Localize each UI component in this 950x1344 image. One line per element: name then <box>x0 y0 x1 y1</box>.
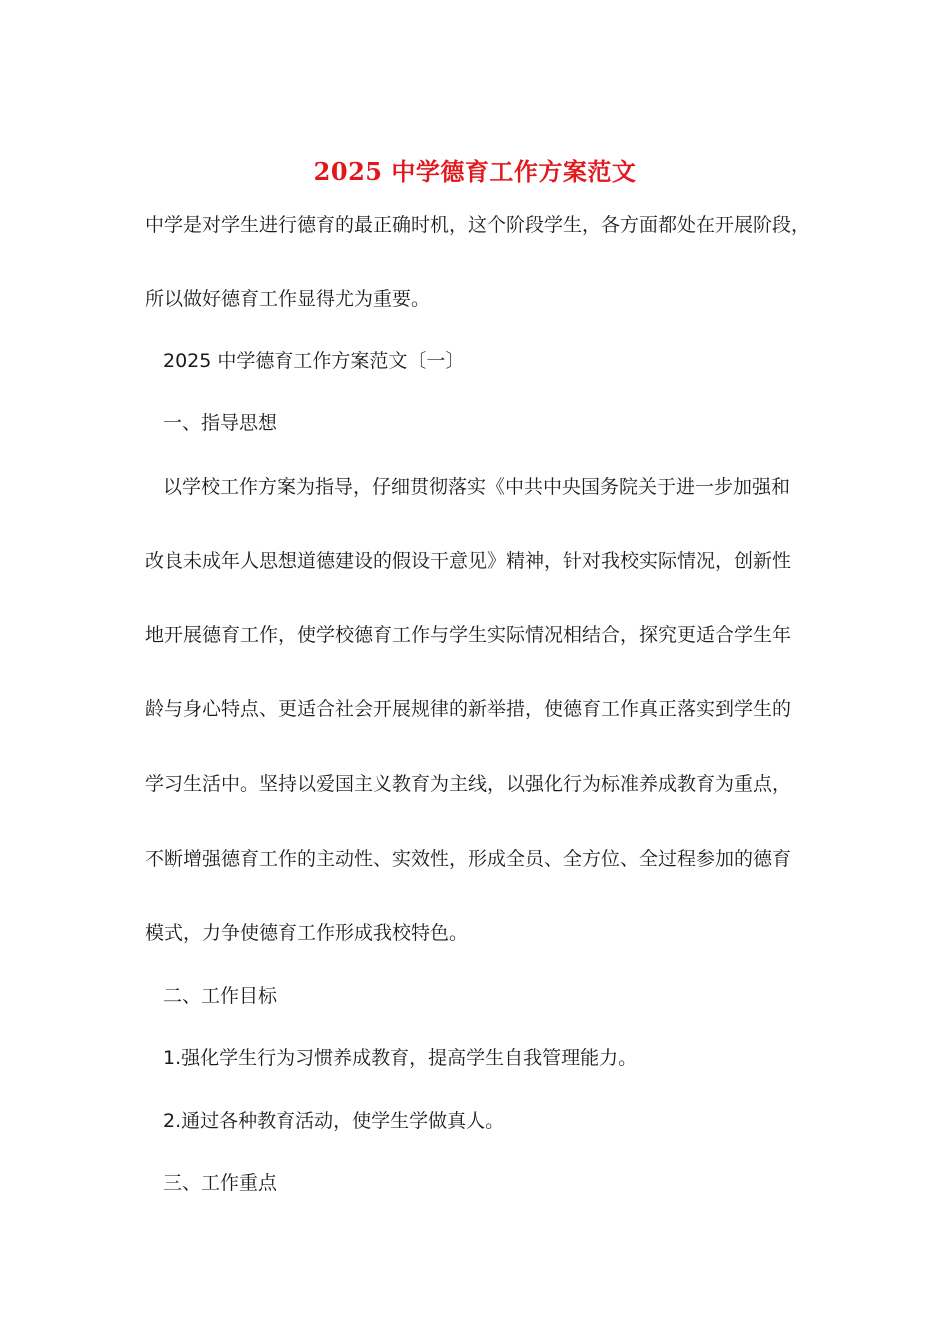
paragraph-line-5: 学习生活中。坚持以爱国主义教育为主线，以强化行为标准养成教育为重点， <box>145 773 792 795</box>
paragraph-line-4: 龄与身心特点、更适合社会开展规律的新举措，使德育工作真正落实到学生的 <box>145 698 792 720</box>
heading-work-goals: 二、工作目标 <box>163 985 278 1007</box>
paragraph-line-7: 模式，力争使德育工作形成我校特色。 <box>145 922 469 944</box>
heading-work-focus: 三、工作重点 <box>163 1172 278 1194</box>
goal-item-2: 2.通过各种教育活动，使学生学做真人。 <box>163 1110 505 1132</box>
intro-line-2: 所以做好德育工作显得尤为重要。 <box>145 288 431 310</box>
paragraph-line-6: 不断增强德育工作的主动性、实效性，形成全员、全方位、全过程参加的德育 <box>145 848 792 870</box>
heading-guiding-ideology: 一、指导思想 <box>163 412 278 434</box>
document-title: 2025 中学德育工作方案范文 <box>313 157 637 186</box>
goal-item-1: 1.强化学生行为习惯养成教育，提高学生自我管理能力。 <box>163 1047 638 1069</box>
intro-line-1: 中学是对学生进行德育的最正确时机，这个阶段学生，各方面都处在开展阶段， <box>145 214 811 236</box>
paragraph-line-1: 以学校工作方案为指导，仔细贯彻落实《中共中央国务院关于进一步加强和 <box>163 476 791 498</box>
paragraph-line-3: 地开展德育工作，使学校德育工作与学生实际情况相结合，探究更适合学生年 <box>145 624 792 646</box>
section-title: 2025 中学德育工作方案范文〔一〕 <box>163 350 465 372</box>
paragraph-line-2: 改良未成年人思想道德建设的假设干意见》精神，针对我校实际情况，创新性 <box>145 550 792 572</box>
